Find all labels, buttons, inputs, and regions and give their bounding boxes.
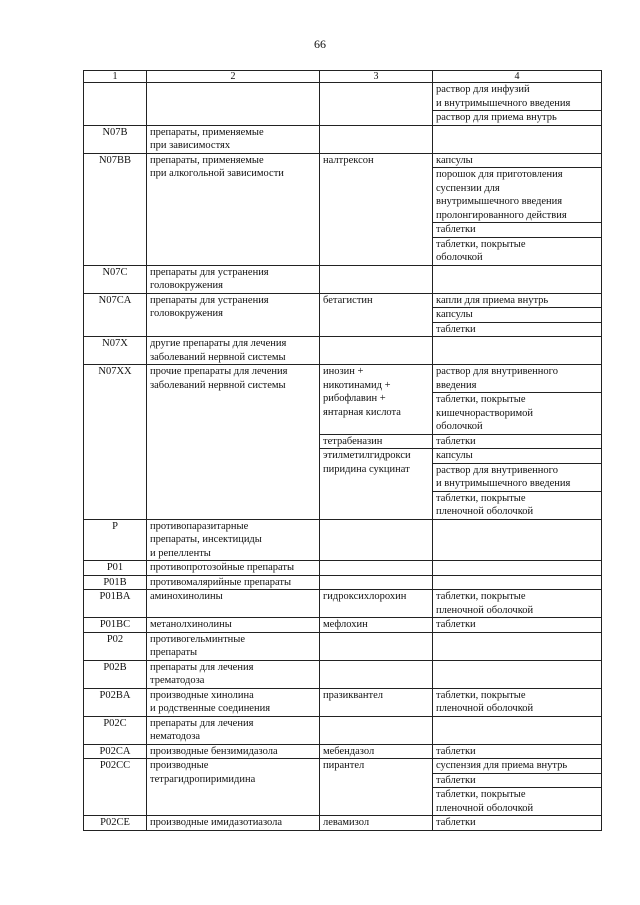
atc-code-cell: P01 [84,561,147,576]
anatomical-therapeutic-group-cell [147,816,320,831]
table-row [84,265,602,293]
drug-name-cell [320,153,433,265]
dosage-form: таблетки, покрытые пленочной оболочкой [436,789,534,814]
column-header: 2 [147,71,320,83]
table-row [84,716,602,744]
table-row [84,561,602,576]
drug-name-cell [320,590,433,618]
anatomical-therapeutic-group-cell [147,153,320,265]
group-name: аминохинолины [150,591,223,602]
drug-name: левамизол [323,817,370,828]
atc-code-cell: P01B [84,575,147,590]
atc-code-cell: P02CA [84,744,147,759]
anatomical-therapeutic-group-cell [147,365,320,520]
atc-code-cell: N07C [84,265,147,293]
drug-name-cell [320,716,433,744]
anatomical-therapeutic-group-cell [147,688,320,716]
drug-name-cell [320,575,433,590]
drug-name-cell [320,688,433,716]
atc-code-cell [84,83,147,126]
dosage-form: таблетки [436,745,476,757]
table-row [84,125,602,153]
table-row [84,337,602,365]
table-row [84,660,602,688]
group-name: производные хинолина и родственные соединения [150,689,271,714]
table-body [84,83,602,831]
group-name: препараты для лечения нематодоза [150,717,254,742]
dosage-form: раствор для инфузий и внутримышечного введения [433,83,601,111]
atc-code-cell: N07X [84,337,147,365]
drug-name: гидроксихлорохин [323,591,407,602]
dosage-form: таблетки, покрытые пленочной оболочкой [436,689,534,714]
dosage-form-cell [433,744,602,759]
dosage-form-cell [433,365,602,520]
dosage-form-cell [433,759,602,816]
anatomical-therapeutic-group-cell [147,759,320,816]
atc-code-cell: N07BB [84,153,147,265]
group-name: противомалярийные препараты [150,576,292,588]
dosage-form: таблетки [433,435,601,450]
group-name: производные имидазотиазола [150,817,283,828]
page-number: 66 [314,37,326,51]
group-name: противопротозойные препараты [150,562,295,573]
atc-code-cell: P02BA [84,688,147,716]
dosage-form: раствор для внутривенного введения [433,365,601,393]
atc-code-cell: P [84,519,147,561]
dosage-form-cell [433,716,602,744]
anatomical-therapeutic-group-cell [147,575,320,590]
atc-code-cell: N07XX [84,365,147,520]
dosage-form-cell [433,660,602,688]
atc-code-cell: P01BA [84,590,147,618]
dosage-form-cell [433,125,602,153]
atc-code-cell: P01BC [84,618,147,633]
table-row [84,744,602,759]
drug-name-cell [320,618,433,633]
dosage-form: таблетки, покрытые кишечнорастворимой оболочкой [433,393,601,435]
drug-name-cell [320,125,433,153]
dosage-form: капсулы [433,154,601,169]
table-row [84,632,602,660]
group-name: препараты, применяемые при алкогольной зависимости [150,154,284,179]
dosage-form: таблетки, покрытые пленочной оболочкой [436,591,534,616]
table-row [84,816,602,831]
dosage-form-cell [433,632,602,660]
dosage-form-cell [433,575,602,590]
anatomical-therapeutic-group-cell [147,632,320,660]
anatomical-therapeutic-group-cell [147,265,320,293]
drug-name-cell [320,759,433,816]
dosage-form: таблетки [436,323,476,335]
dosage-form-cell [433,83,602,126]
table-row [84,575,602,590]
dosage-form-cell [433,153,602,265]
drug-name-cell [320,632,433,660]
dosage-form-cell [433,590,602,618]
dosage-form: капсулы [433,449,601,464]
atc-code-cell: N07CA [84,293,147,337]
drug-name: бетагистин [323,294,373,306]
drug-name-cell [320,660,433,688]
dosage-form: капли для приема внутрь [433,294,601,309]
dosage-form: таблетки [433,223,601,238]
drug-name-cell [320,265,433,293]
dosage-form: суспензия для приема внутрь [433,759,601,774]
drug-name-cell [320,561,433,576]
anatomical-therapeutic-group-cell [147,337,320,365]
table-row [84,519,602,561]
dosage-form: порошок для приготовления суспензии для внутримышечного введения пролонгированного действия [433,168,601,223]
anatomical-therapeutic-group-cell [147,744,320,759]
group-name: метанолхинолины [150,619,232,630]
drug-name-cell [320,83,433,126]
dosage-form-cell [433,337,602,365]
dosage-form: таблетки [436,817,476,828]
atc-code-cell: P02CE [84,816,147,831]
table-row [84,293,602,337]
group-name: препараты, применяемые при зависимостях [150,126,264,151]
drug-name-cell [320,365,433,520]
atc-code-cell: N07B [84,125,147,153]
group-name: другие препараты для лечения заболеваний нервной системы [150,338,287,363]
dosage-form: таблетки [436,619,476,630]
column-header: 1 [84,71,147,83]
table-row [84,688,602,716]
atc-code-cell: P02 [84,632,147,660]
anatomical-therapeutic-group-cell [147,660,320,688]
table-row [84,618,602,633]
dosage-form-cell [433,265,602,293]
drug-name: пирантел [323,760,365,771]
drug-name-cell [320,519,433,561]
dosage-form-cell [433,618,602,633]
table-row [84,83,602,126]
dosage-form-cell [433,561,602,576]
dosage-form: таблетки, покрытые оболочкой [436,238,526,263]
table-row [84,153,602,265]
dosage-form-cell [433,816,602,831]
dosage-form: таблетки [433,774,601,789]
anatomical-therapeutic-group-cell [147,618,320,633]
group-name: производные бензимидазола [150,745,278,757]
group-name: производные тетрагидропиримидина [150,760,256,785]
anatomical-therapeutic-group-cell [147,590,320,618]
drug-name-cell [320,816,433,831]
atc-code-cell: P02CC [84,759,147,816]
group-name: препараты для лечения трематодоза [150,661,254,686]
drug-name: этилметилгидрокси пиридина сукцинат [323,450,411,475]
dosage-form: раствор для приема внутрь [436,112,557,123]
drug-name: налтрексон [323,154,374,166]
column-header: 4 [433,71,602,83]
dosage-form: капсулы [433,308,601,323]
drug-table [83,70,602,831]
dosage-form-cell [433,293,602,337]
header-row [84,71,602,83]
table-row [84,590,602,618]
dosage-form: таблетки, покрытые пленочной оболочкой [436,492,534,517]
group-name: препараты для устранения головокружения [150,266,269,291]
anatomical-therapeutic-group-cell [147,561,320,576]
group-name: препараты для устранения головокружения [150,294,269,319]
group-name: противогельминтные препараты [150,633,245,658]
dosage-form-cell [433,688,602,716]
drug-name: мефлохин [323,619,368,630]
drug-name-cell [320,337,433,365]
anatomical-therapeutic-group-cell [147,716,320,744]
drug-name-cell [320,744,433,759]
group-name: противопаразитарные препараты, инсектициды и репелленты [150,520,262,559]
drug-name: тетрабеназин [320,435,432,450]
drug-name: инозин + никотинамид + рибофлавин + янтарная кислота [320,365,432,435]
atc-code-cell: P02C [84,716,147,744]
drug-name: празиквантел [323,689,383,701]
anatomical-therapeutic-group-cell [147,519,320,561]
anatomical-therapeutic-group-cell [147,83,320,126]
group-name: прочие препараты для лечения заболеваний нервной системы [150,366,288,391]
anatomical-therapeutic-group-cell [147,293,320,337]
drug-name: мебендазол [323,745,375,757]
table-row [84,365,602,520]
column-header: 3 [320,71,433,83]
drug-name-cell [320,293,433,337]
anatomical-therapeutic-group-cell [147,125,320,153]
dosage-form: раствор для внутривенного и внутримышечного введения [433,464,601,492]
table-row [84,759,602,816]
atc-code-cell: P02B [84,660,147,688]
dosage-form-cell [433,519,602,561]
